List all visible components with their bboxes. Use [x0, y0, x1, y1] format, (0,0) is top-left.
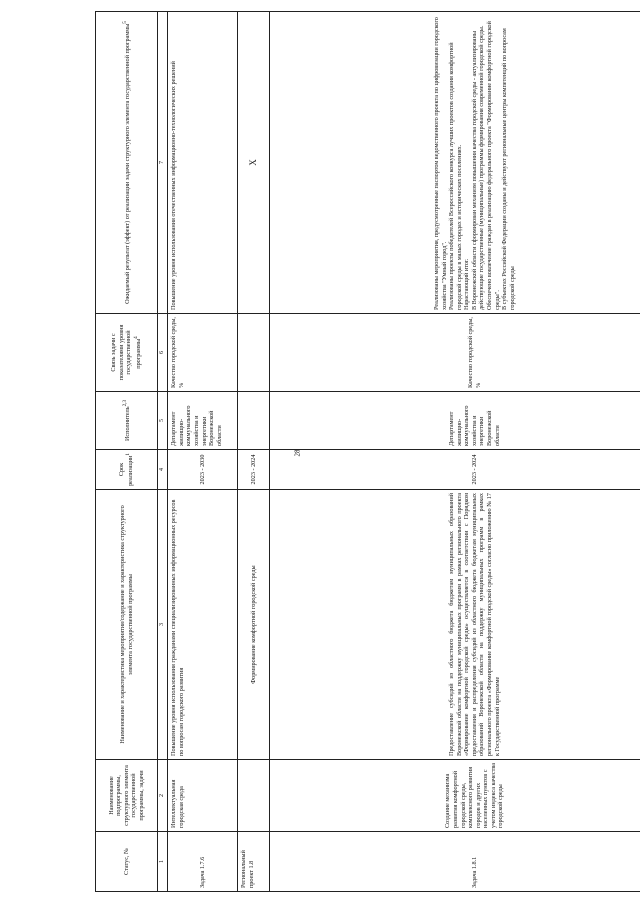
row-link — [238, 314, 270, 392]
header-description: Наименование и характеристика мероприятия/содержание и характеристика структурного элемента государственной программы — [96, 490, 158, 760]
col-number: 5 — [158, 392, 168, 450]
row-term: 2023 - 2024 — [270, 450, 640, 490]
col-number: 2 — [158, 760, 168, 832]
row-status: Задача 1.8.1 — [270, 832, 640, 892]
header-link-text: Связь задачи с показателями уровня государственной программы — [110, 324, 143, 381]
header-result-text: Ожидаемый результат (эффект) от реализации задачи структурного элемента государственной программы — [123, 23, 131, 304]
row-link: Качество городской среды, % — [270, 314, 640, 392]
result-line: Реализованы проекты победителей Всероссийского конкурса лучших проектов создания комфортной городской среды в малых городах и исторических поселениях. — [448, 42, 463, 310]
header-name: Наименование подпрограммы, структурного элемента государственной программы, задачи — [96, 760, 158, 832]
row-name: Интеллектуальная городская среда — [168, 760, 238, 832]
header-status: Статус, № — [96, 832, 158, 892]
rotated-table-area — [95, 12, 640, 892]
header-term-sup: 1 — [125, 453, 132, 456]
result-line: Обеспечено вовлечение граждан в реализацию федерального проекта "Формирование комфортной городской среды". — [486, 21, 501, 310]
header-executor-text: Исполнитель — [123, 406, 131, 442]
row-term: 2023 - 2024 — [238, 450, 270, 490]
header-executor — [96, 392, 158, 450]
header-row — [96, 12, 158, 892]
table-row — [238, 12, 270, 892]
row-executor: Департамент жилищно-коммунального хозяйства и энергетики Воронежской области — [168, 392, 238, 450]
header-term-text: Срок реализации — [117, 455, 135, 486]
header-result-sup: 5 — [121, 21, 128, 24]
row-result: Повышение уровня использования отечественных информационно-технологических решений — [168, 12, 238, 314]
header-executor-sup: 2,3 — [121, 399, 128, 407]
col-number: 6 — [158, 314, 168, 392]
table-row — [270, 12, 640, 892]
table-row — [168, 12, 238, 892]
row-link: Качество городской среды, % — [168, 314, 238, 392]
result-line: В субъектах Российской Федерации созданы и действуют региональные центры компетенций по вопросам городской среды — [501, 28, 516, 310]
row-status: Региональный проект 1.8 — [238, 832, 270, 892]
program-table — [95, 11, 640, 892]
row-result: X — [238, 12, 270, 314]
row-name — [238, 760, 270, 832]
row-description: Формирование комфортной городской среды — [238, 490, 270, 760]
result-line: Реализованы мероприятия, предусмотренные паспортом ведомственного проекта по цифровизации городского хозяйства "Умный город". — [433, 17, 448, 310]
col-number: 7 — [158, 12, 168, 314]
col-number: 3 — [158, 490, 168, 760]
row-description: Повышение уровня использования гражданами специализированных информационных ресурсов по вопросам городского развития — [168, 490, 238, 760]
row-name: Создание механизма развития комфортной городской среды, комплексного развития городов и других населенных пунктов с учетом индекса качества городской среды — [270, 760, 640, 832]
header-link — [96, 314, 158, 392]
header-result — [96, 12, 158, 314]
row-status: Задача 1.7.6 — [168, 832, 238, 892]
header-link-sup: 4 — [133, 336, 140, 339]
col-number: 4 — [158, 450, 168, 490]
result-line: В Воронежской области сформирован механизм повышения качества городской среды - актуализированы действующие государственные (муниципальные) программы формирования современной городской среды. — [470, 25, 486, 310]
result-line: Нарастающий итог. — [463, 258, 471, 310]
row-result — [270, 12, 640, 314]
row-executor: Департамент жилищно-коммунального хозяйства и энергетики Воронежской области — [270, 392, 640, 450]
column-number-row — [158, 12, 168, 892]
page-number: 28 — [293, 449, 302, 457]
table-sheet — [95, 12, 640, 892]
header-term — [96, 450, 158, 490]
row-description: Предоставление субсидий из областного бюджета бюджетам муниципальных образований Воронежской области на поддержку муниципальных программ в рамках регионального проекта «Формирование комфортной городской среды» осуществляется в соответствии с Порядком предоставления и распределения субсидий из областного бюджета бюджетам муниципальных образований Воронежской области на поддержку муниципальных программ в рамках регионального проекта «Формирование комфортной городской среды» согласно приложению № 17 к Государственной программе — [270, 490, 640, 760]
row-executor — [238, 392, 270, 450]
row-term: 2023 - 2030 — [168, 450, 238, 490]
col-number: 1 — [158, 832, 168, 892]
